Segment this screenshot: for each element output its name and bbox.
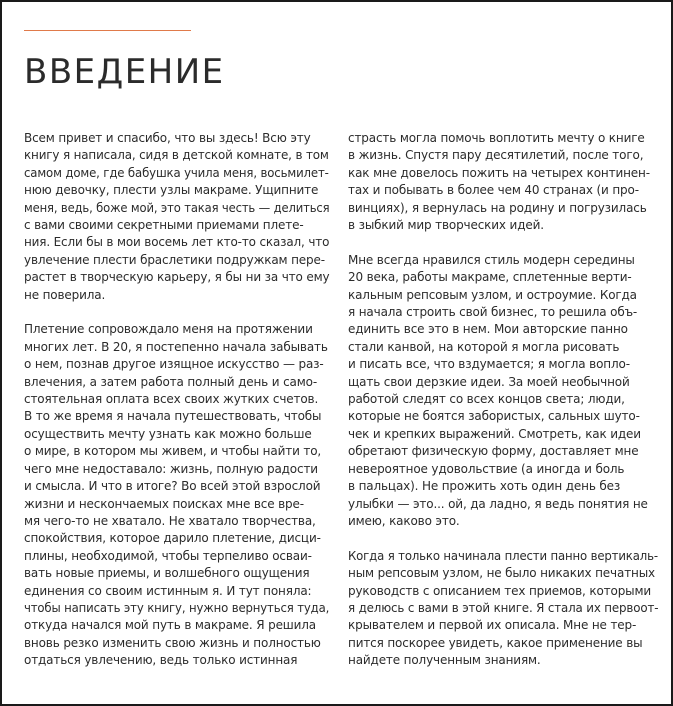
text-line: жизни и нескончаемых поисках мне все вре- (24, 496, 304, 511)
text-line: невероятное удовольствие (а иногда и боль (348, 461, 625, 476)
text-line: в жизнь. Спустя пару десятилетий, после того, (348, 148, 644, 163)
text-line: плины, необходимой, чтобы терпеливо осваи- (24, 548, 312, 563)
text-line: нюю девочку, плести узлы макраме. Ущипните (24, 183, 319, 198)
text-line: которые не боятся забористых, сальных шуто- (348, 409, 640, 424)
text-line: мя чего-то не хватало. Не хватало творчества, (24, 513, 316, 528)
text-line: Плетение сопровождало меня на протяжении (24, 322, 313, 337)
text-line: ния. Если бы в мои восемь лет кто-то сказал, что (24, 235, 330, 250)
text-line: чек и крепких выражений. Смотреть, как идеи (348, 426, 641, 441)
text-line: растет в творческую карьеру, я бы ни за что ему (24, 270, 330, 285)
text-line: отдаться увлечению, ведь только истинная (24, 653, 298, 668)
text-line: Всем привет и спасибо, что вы здесь! Всю эту (24, 131, 311, 145)
text-line: осуществить мечту узнать как можно больше (24, 426, 312, 441)
text-line: чтобы написать эту книгу, нужно вернуться туда, (24, 600, 330, 615)
text-line: я делюсь с вами в этой книге. Я стала их первоот- (348, 600, 659, 615)
text-line: единить все это в нем. Мои авторские панно (348, 322, 628, 337)
text-line: и смысла. И что в итоге? Во всей этой взрослой (24, 479, 321, 494)
text-line: 20 века, работы макраме, сплетенные верти- (348, 270, 632, 285)
text-line: самом доме, где бабушка учила меня, восьмилет- (24, 165, 329, 180)
text-line: вать новые приемы, и волшебного ощущения (24, 566, 310, 581)
text-line: Когда я только начинала плести панно вертикаль- (348, 548, 658, 563)
paragraph-gap (348, 234, 658, 251)
accent-rule (24, 30, 191, 31)
text-line: о мире, в котором мы живем, и чтобы найти то, (24, 444, 322, 459)
left-column (24, 130, 329, 670)
text-line: В то же время я начала путешествовать, чтобы (24, 409, 322, 424)
text-line: работой следят со всех концов света; люди, (348, 392, 625, 407)
text-line: винциях), я вернулась на родину и погрузилась (348, 200, 647, 215)
text-line: ным репсовым узлом, не было никаких печатных (348, 566, 655, 581)
text-line: единения со своим истинным я. И тут поняла: (24, 583, 312, 598)
text-line: чего мне недоставало: жизнь, полную радости (24, 461, 318, 476)
text-line: улыбки — это... ой, да ладно, я ведь понятия не (348, 496, 648, 511)
paragraph-gap (24, 304, 329, 321)
right-column (348, 130, 658, 670)
text-line: имею, каково это. (348, 513, 460, 528)
text-line: тах и побывать в более чем 40 странах (и про- (348, 183, 639, 198)
text-line: как мне довелось пожить на четырех континен- (348, 165, 650, 180)
text-line: стоятельная оплата всех своих жутких счетов. (24, 392, 319, 407)
paragraph-gap (348, 530, 658, 547)
text-line: многих лет. В 20, я постепенно начала забывать (24, 339, 328, 354)
text-line: руководств с описанием тех приемов, которыми (348, 583, 652, 598)
text-line: я начала строить свой бизнес, то решила объ- (348, 305, 638, 320)
text-line: щать свои дерзкие идеи. За моей необычной (348, 374, 630, 389)
text-line: спокойствия, которое дарило плетение, дисци- (24, 531, 321, 546)
text-line: кальным репсовым узлом, и остроумие. Когда (348, 287, 637, 302)
text-line: в пальцах). Не прожить хоть один день без (348, 479, 621, 494)
text-line: и писать все, что вздумается; я могла вопло- (348, 357, 630, 372)
text-line: откуда начался мой путь в макраме. Я решила (24, 618, 317, 633)
text-line: обретают физическую форму, доставляет мне (348, 444, 639, 459)
text-line: меня, ведь, боже мой, это такая честь — делиться (24, 200, 330, 215)
text-line: вновь резко изменить свою жизнь и полностью (24, 635, 321, 650)
text-line: пится поскорее увидеть, какое применение вы (348, 635, 643, 650)
text-line: с вами своими секретными приемами плете- (24, 218, 304, 233)
text-line: не поверила. (24, 287, 106, 302)
text-line: Мне всегда нравился стиль модерн середины (348, 252, 635, 267)
chapter-title: ВВЕДЕНИЕ (24, 52, 225, 92)
text-line: книгу я написала, сидя в детской комнате, в том (24, 148, 329, 163)
text-line: увлечение плести браслетики подружкам пере- (24, 252, 325, 267)
text-line: страсть могла помочь воплотить мечту о книге (348, 131, 645, 145)
text-line: влечения, а затем работа полный день и само- (24, 374, 317, 389)
text-line: стали канвой, на которой я могла рисовать (348, 339, 620, 354)
text-line: в зыбкий мир творческих идей. (348, 218, 544, 233)
text-line: найдете полученным знаниям. (348, 653, 541, 668)
text-line: крывателем и первой их описала. Мне не тер- (348, 618, 637, 633)
text-line: о нем, познав другое изящное искусство — раз- (24, 357, 324, 372)
